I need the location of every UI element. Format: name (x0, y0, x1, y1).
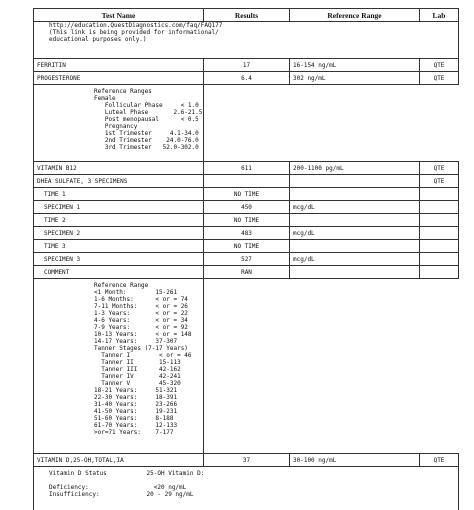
test-range (290, 188, 420, 201)
test-range: mcg/dL (290, 253, 420, 266)
table-row (34, 253, 459, 266)
table-row (34, 201, 459, 214)
test-result: 6.4 (204, 72, 290, 85)
header-test-name: Test Name (34, 9, 204, 22)
test-name: TIME 2 (34, 214, 204, 227)
test-result: NO TIME (204, 214, 290, 227)
table-row (34, 175, 459, 188)
test-name: VITAMIN B12 (34, 162, 204, 175)
test-range (290, 266, 420, 279)
table-row (34, 72, 459, 85)
table-row (34, 162, 459, 175)
test-name: FERRITIN (34, 59, 204, 72)
table-row (34, 266, 459, 279)
dhea-note-row (34, 279, 459, 454)
test-range (290, 214, 420, 227)
test-range: 302 ng/mL (290, 72, 420, 85)
test-name: SPECIMEN 3 (34, 253, 204, 266)
table-header (34, 9, 459, 22)
test-name: SPECIMEN 2 (34, 227, 204, 240)
test-lab: QTE (420, 72, 459, 85)
test-range: mcg/dL (290, 201, 420, 214)
vitd-note-row (34, 467, 459, 510)
results-table (33, 8, 459, 510)
table-row (34, 454, 459, 467)
test-result: 37 (204, 454, 290, 467)
table-row (34, 214, 459, 227)
lab-report (33, 8, 458, 510)
progesterone-reference-note: Reference Ranges Female Follicular Phase < 1.0 Luteal Phase 2.6-21.5 Post menopausal < 0.5 Pregnancy 1st Trimester 4.1-34.0 2nd Trimester 24.0-76.0 3rd Trimester 52.0-302.0 (94, 88, 203, 151)
test-lab: QTE (420, 59, 459, 72)
header-lab: Lab (420, 9, 459, 22)
table-row (34, 240, 459, 253)
table-row (34, 227, 459, 240)
table-row (34, 59, 459, 72)
test-result: 450 (204, 201, 290, 214)
test-range: 30-100 ng/mL (290, 454, 420, 467)
test-name: VITAMIN D,25-OH,TOTAL,IA (34, 454, 204, 467)
test-name: SPECIMEN 1 (34, 201, 204, 214)
test-name: TIME 3 (34, 240, 204, 253)
test-result: 611 (204, 162, 290, 175)
top-note-row (34, 22, 459, 59)
test-result: RAN (204, 266, 290, 279)
dhea-reference-note: Reference Range <1 Month: 15-261 1-6 Months: < or = 74 7-11 Months: < or = 26 1-3 Years: < or = 22 4-6 Years: < or = 34 7-9 Years: < or = 92 10-13 Years: < or = 148 14-17 Years: 37-307 Tanner Stages (7-17 Years) Tanner I < or = 46 Tanner II 15-113 Tanner III 42-162 Tanner IV 42-241 Tanner V 45-320 18-21 Years: 51-321 22-30 Years: 18-391 31-40 Years: 23-266 41-50 Years: 19-231 51-60 Years: 8-188 61-70 Years: 12-133 >or=71 Years: 7-177 (94, 282, 203, 436)
test-result: NO TIME (204, 240, 290, 253)
test-range: mcg/dL (290, 227, 420, 240)
progesterone-note-row (34, 85, 459, 162)
test-name: TIME 1 (34, 188, 204, 201)
table-row (34, 188, 459, 201)
test-result: 527 (204, 253, 290, 266)
vitamin-d-note: Vitamin D Status 25-OH Vitamin D: Deficiency: <20 ng/mL Insufficiency: 20 - 29 ng/mL (49, 470, 458, 498)
test-result: 17 (204, 59, 290, 72)
test-result: NO TIME (204, 188, 290, 201)
test-range: 200-1100 pg/mL (290, 162, 420, 175)
test-range: 16-154 ng/mL (290, 59, 420, 72)
test-result: 483 (204, 227, 290, 240)
test-name: COMMENT (34, 266, 204, 279)
test-name: DHEA SULFATE, 3 SPECIMENS (34, 175, 204, 188)
header-reference-range: Reference Range (290, 9, 420, 22)
test-name: PROGESTERONE (34, 72, 204, 85)
top-note: http://education.QuestDiagnostics.com/faq/FAQ177 (This link is being provided for informational/ educational purposes only.) (49, 22, 455, 43)
test-lab: QTE (420, 454, 459, 467)
test-range (290, 240, 420, 253)
header-results: Results (204, 9, 290, 22)
test-lab: QTE (420, 175, 459, 188)
test-lab: QTE (420, 162, 459, 175)
